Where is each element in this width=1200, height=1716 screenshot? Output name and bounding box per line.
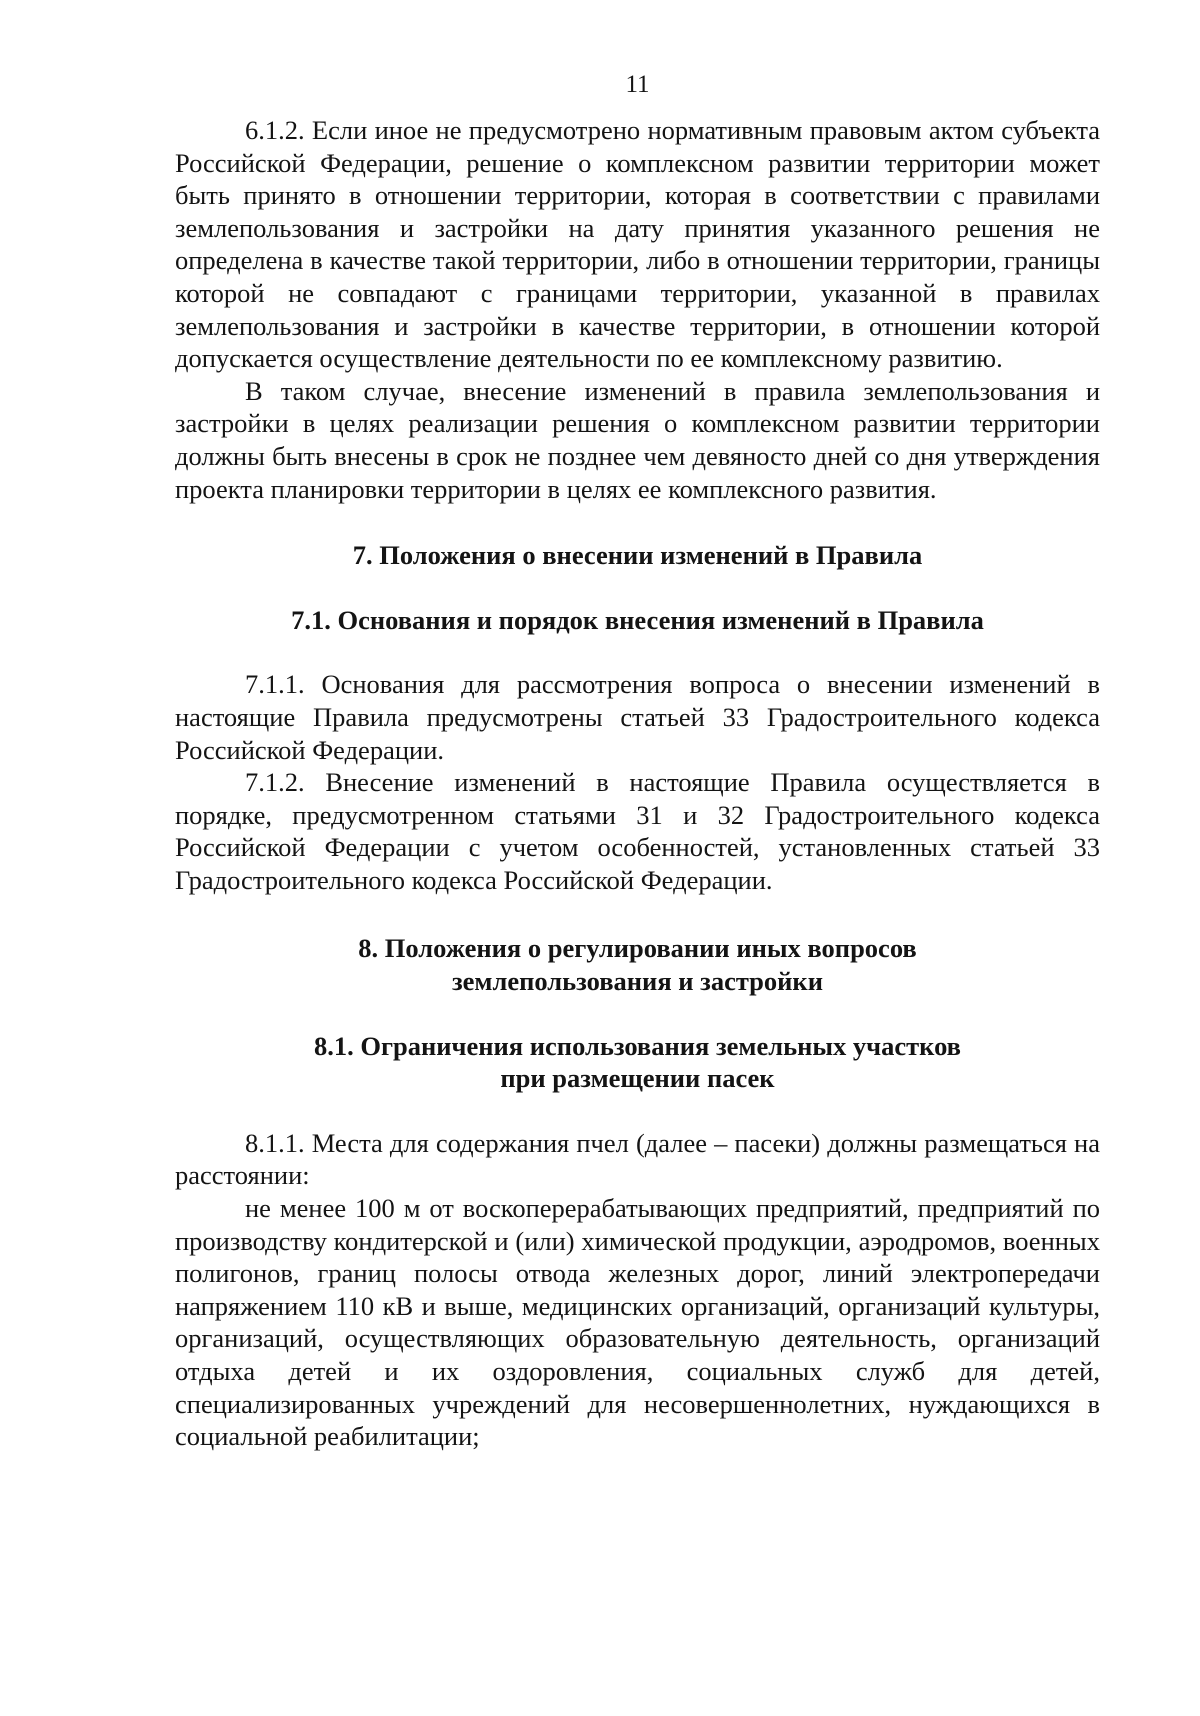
paragraph-6-1-2-continuation: В таком случае, внесение изменений в правила землепользования и застройки в целях реализации решения о комплексном развитии территории должны быть внесены в срок не позднее чем девяносто дней со дня утверждения проекта планировки территории в целях ее комплексного развития. <box>175 375 1100 504</box>
subsection-7-1-title: 7.1. Основания и порядок внесения изменений в Правила <box>291 604 984 635</box>
section-8-title-line2: землепользования и застройки <box>452 966 823 997</box>
paragraph-6-1-2: 6.1.2. Если иное не предусмотрено нормативным правовым актом субъекта Российской Федерации, решение о комплексном развитии территории может быть принято в отношении территории, которая в соответствии с правилами землепользования и застройки на дату принятия указанного решения не определена в качестве такой территории, либо в отношении территории, границы которой не совпадают с границами территории, указанной в правилах землепользования и застройки в качестве территории, в отношении которой допускается осуществление деятельности по ее комплексному развитию. <box>175 115 1100 374</box>
paragraph-8-1-1-list-item: не менее 100 м от воскоперерабатывающих предприятий, предприятий по производству кондитерской и (или) химической продукции, аэродромов, военных полигонов, границ полосы отвода железных дорог, линий электропередачи напряжением 110 кВ и выше, медицинских организаций, организаций культуры, организаций, осуществляющих образовательную деятельность, организаций отдыха детей и их оздоровления, социальных служб для детей, специализированных учреждений для несовершеннолетних, нуждающихся в социальной реабилитации; <box>175 1193 1100 1452</box>
paragraph-7-1-2: 7.1.2. Внесение изменений в настоящие Правила осуществляется в порядке, предусмотренном статьями 31 и 32 Градостроительного кодекса Российской Федерации с учетом особенностей, установленных статьей 33 Градостроительного кодекса Российской Федерации. <box>175 767 1100 895</box>
subsection-8-1-title-line1: 8.1. Ограничения использования земельных участков <box>314 1030 961 1061</box>
paragraph-8-1-1: 8.1.1. Места для содержания пчел (далее – пасеки) должны размещаться на расстоянии: <box>175 1127 1100 1191</box>
section-8-title-line1: 8. Положения о регулировании иных вопросов <box>358 933 917 964</box>
page-number: 11 <box>625 71 650 98</box>
section-7-title: 7. Положения о внесении изменений в Правила <box>352 540 923 571</box>
subsection-8-1-title-line2: при размещении пасек <box>500 1063 775 1094</box>
document-page <box>175 70 1100 1453</box>
paragraph-7-1-1: 7.1.1. Основания для рассмотрения вопроса о внесении изменений в настоящие Правила предусмотрены статьей 33 Градостроительного кодекса Российской Федерации. <box>175 669 1100 765</box>
